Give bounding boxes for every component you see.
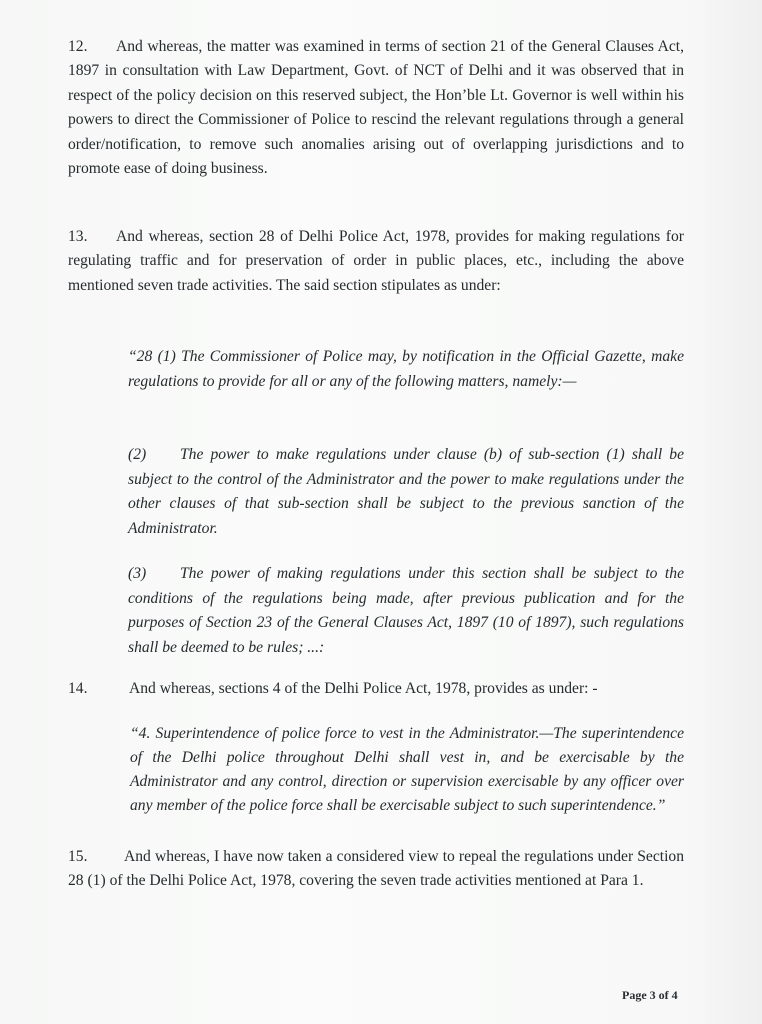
quote-text: “28 (1) The Commissioner of Police may, by notification in the Official Gazette, make regulations to provide for all or any of the following matters, namely:— bbox=[128, 348, 684, 390]
quote-text: The power to make regulations under clause (b) of sub-section (1) shall be subject to the control of the Administrator and the power to make regulations under the other clauses of that sub-section shall be subject to the previous sanction of the Administrator. bbox=[128, 446, 684, 537]
quote-text: The power of making regulations under this section shall be subject to the conditions of the regulations being made, after previous publication and for the purposes of Section 23 of the General Clauses Act, 1897 (10 of 1897), such regulations shall be deemed to be rules; ...: bbox=[128, 565, 684, 656]
paragraph-text: And whereas, sections 4 of the Delhi Police Act, 1978, provides as under: - bbox=[129, 680, 598, 697]
quote-text: “4. Superintendence of police force to vest in the Administrator.—The superintendence of the Delhi police throughout Delhi shall vest in, and be exercisable by the Administrator and any control, direction or supervision exercisable by any officer over any member of the police force shall be exercisable subject to such superintendence.” bbox=[130, 725, 684, 814]
clause-number: (3) bbox=[128, 565, 147, 582]
page-number: Page 3 of 4 bbox=[622, 988, 678, 1002]
quote-section-4 bbox=[130, 722, 684, 818]
paragraph-number: 13. bbox=[68, 228, 88, 245]
paragraph-13 bbox=[68, 225, 684, 298]
paragraph-text: And whereas, the matter was examined in terms of section 21 of the General Clauses Act, 1897 in consultation with Law Department, Govt. of NCT of Delhi and it was observed that in respect of the policy decision on this reserved subject, the Hon’ble Lt. Governor is well within his powers to direct the Commissioner of Police to rescind the relevant regulations through a general order/notification, to remove such anomalies arising out of overlapping jurisdictions and to promote ease of doing business. bbox=[68, 38, 684, 178]
clause-number: (2) bbox=[128, 446, 147, 463]
quote-section-28-3 bbox=[128, 562, 684, 660]
paragraph-14 bbox=[68, 677, 684, 701]
paragraph-number: 14. bbox=[68, 680, 88, 697]
quote-section-28-2 bbox=[128, 443, 684, 541]
paragraph-15 bbox=[68, 845, 684, 894]
quote-section-28-1 bbox=[128, 345, 684, 394]
paragraph-text: And whereas, I have now taken a considered view to repeal the regulations under Section 28 (1) of the Delhi Police Act, 1978, covering the seven trade activities mentioned at Para 1. bbox=[68, 848, 684, 890]
paragraph-text: And whereas, section 28 of Delhi Police Act, 1978, provides for making regulations for regulating traffic and for preservation of order in public places, etc., including the above mentioned seven trade activities. The said section stipulates as under: bbox=[68, 228, 684, 294]
paragraph-number: 12. bbox=[68, 38, 88, 55]
paragraph-12 bbox=[68, 35, 684, 181]
paragraph-number: 15. bbox=[68, 848, 88, 865]
